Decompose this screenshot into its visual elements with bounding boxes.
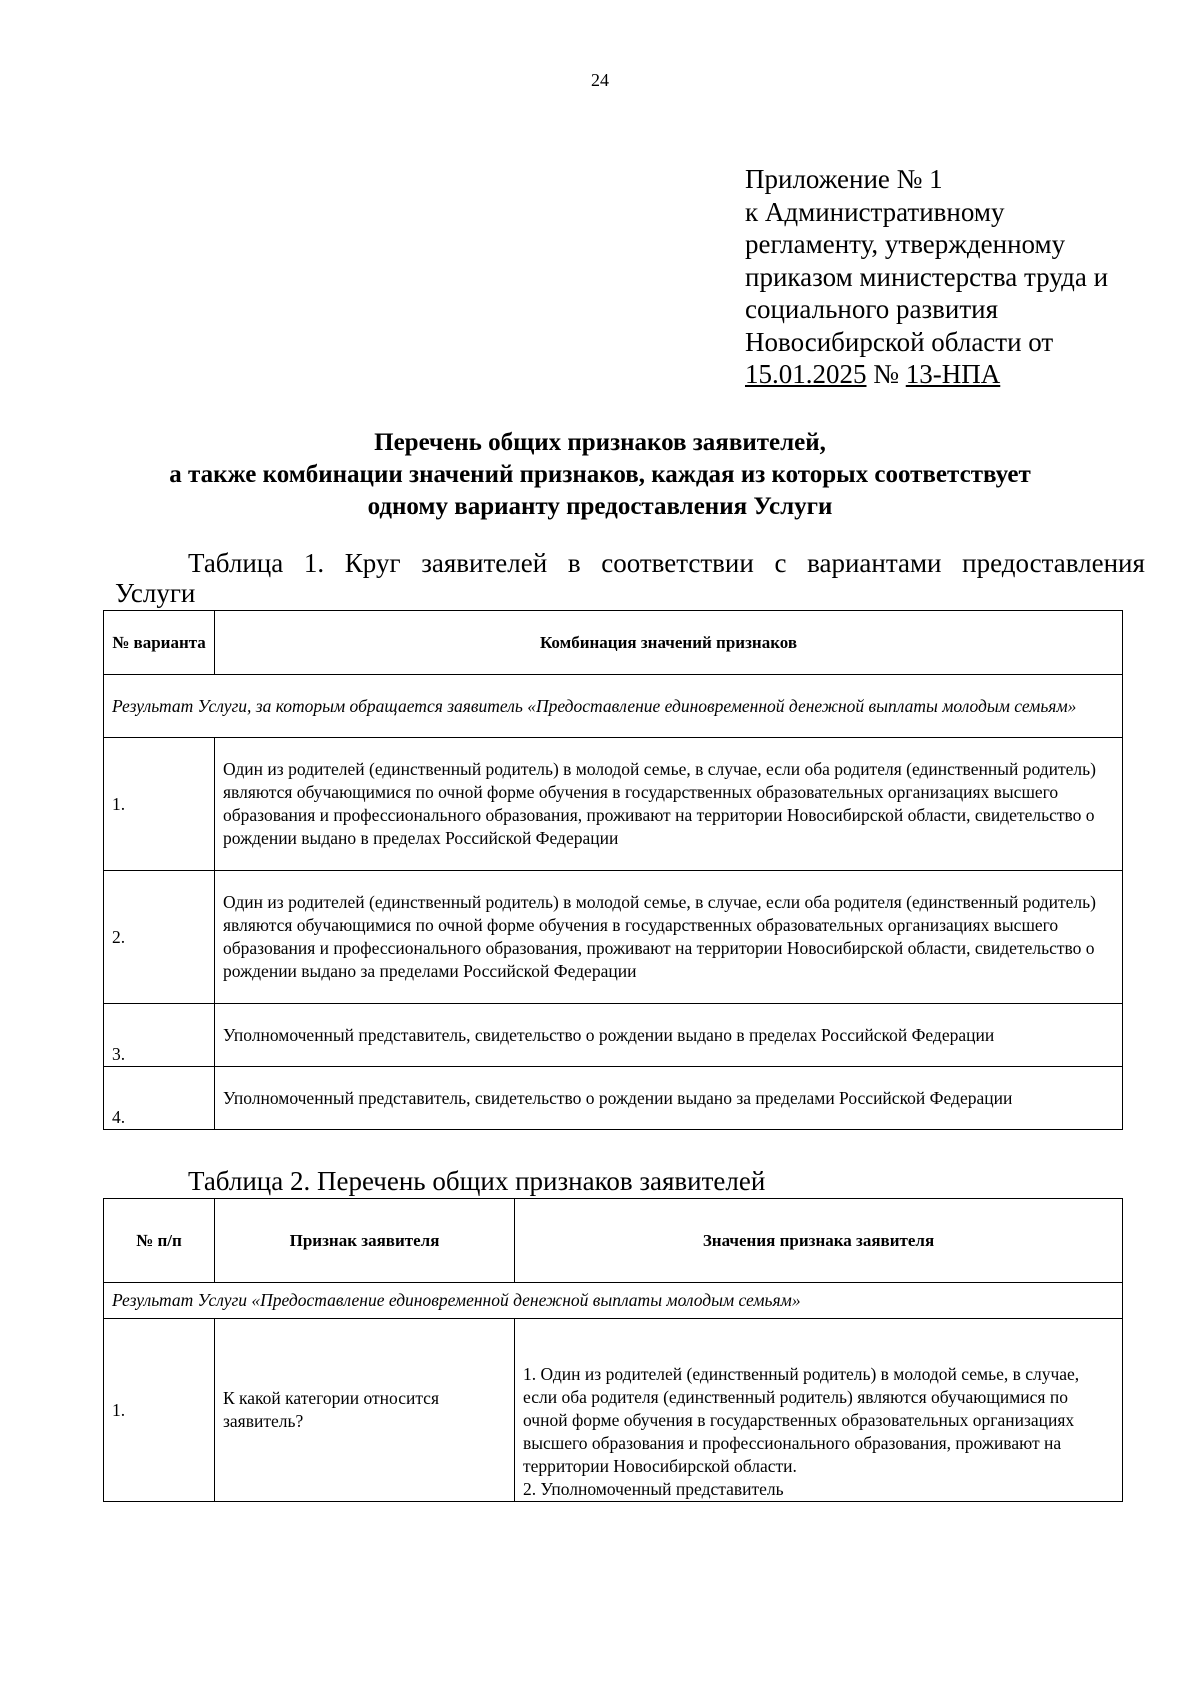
- variant-number: 4.: [104, 1067, 215, 1130]
- document-title: [100, 427, 1100, 523]
- variant-text: Уполномоченный представитель, свидетельство о рождении выдано за пределами Российской Федерации: [215, 1067, 1123, 1130]
- variant-number: 3.: [104, 1004, 215, 1067]
- table-row: [104, 1319, 1123, 1502]
- caption-word: соответствии: [601, 548, 754, 578]
- title-line-1: Перечень общих признаков заявителей,: [374, 429, 826, 456]
- header-combination: Комбинация значений признаков: [215, 611, 1123, 675]
- caption-word: Таблица: [188, 548, 284, 578]
- appendix-line: Новосибирской области от: [745, 326, 1054, 357]
- appendix-date: 15.01.2025: [745, 359, 867, 389]
- table-row: [104, 1004, 1123, 1067]
- table-row: [104, 738, 1123, 871]
- result-row: [104, 675, 1123, 738]
- result-text: Результат Услуги «Предоставление единовременной денежной выплаты молодым семьям»: [104, 1283, 1123, 1319]
- variant-text: Один из родителей (единственный родитель) в молодой семье, в случае, если оба родителя (единственный родитель) являются обучающимися по очной форме обучения в государственных образовательных организациях высшего образования и профессионального образования, проживают на территории Новосибирской области, свидетельство о рождении выдано за пределами Российской Федерации: [215, 871, 1123, 1004]
- page-number: 24: [591, 70, 609, 90]
- title-line-2: а также комбинации значений признаков, каждая из которых соответствует: [169, 461, 1031, 488]
- caption-word: Круг: [344, 548, 401, 578]
- variant-number: 1.: [104, 738, 215, 871]
- value-item: 1. Один из родителей (единственный родитель) в молодой семье, в случае, если оба родителя (единственный родитель) являются обучающимися по очной форме обучения в государственных образовательных организациях высшего образования и профессионального образования, проживают на территории Новосибирской области.: [523, 1364, 1080, 1476]
- attributes-table: [103, 1198, 1123, 1502]
- value-item: 2. Уполномоченный представитель: [523, 1479, 784, 1499]
- appendix-number-prefix: №: [873, 359, 900, 389]
- variants-table: [103, 610, 1123, 1130]
- variant-text: Один из родителей (единственный родитель) в молодой семье, в случае, если оба родителя (единственный родитель) являются обучающимися по очной форме обучения в государственных образовательных организациях высшего образования и профессионального образования, проживают на территории Новосибирской области, свидетельство о рождении выдано в пределах Российской Федерации: [215, 738, 1123, 871]
- values-cell: [515, 1319, 1123, 1502]
- table1-caption-line-2: Услуги: [115, 578, 196, 608]
- appendix-line: социального развития: [745, 294, 999, 324]
- caption-word: вариантами: [807, 548, 942, 578]
- header-variant: № варианта: [104, 611, 215, 675]
- table-row: [104, 871, 1123, 1004]
- table-header-row: [104, 611, 1123, 675]
- appendix-line: регламенту, утвержденному: [745, 229, 1066, 259]
- header-sign: Признак заявителя: [215, 1199, 515, 1283]
- variant-number: 2.: [104, 871, 215, 1004]
- header-num: № п/п: [104, 1199, 215, 1283]
- table1-caption-line-1: [115, 548, 1145, 578]
- appendix-note: [745, 163, 1165, 391]
- caption-word: предоставления: [962, 548, 1145, 578]
- caption-word: в: [567, 548, 581, 578]
- header-values: Значения признака заявителя: [515, 1199, 1123, 1283]
- result-text: Результат Услуги, за которым обращается заявитель «Предоставление единовременной денежной выплаты молодым семьям»: [104, 675, 1123, 738]
- title-line-3: одному варианту предоставления Услуги: [367, 493, 833, 520]
- table2-caption: Таблица 2. Перечень общих признаков заявителей: [188, 1166, 766, 1196]
- appendix-number: 13-НПА: [905, 359, 1001, 389]
- appendix-line: к Административному: [745, 196, 1005, 227]
- appendix-line: приказом министерства труда и: [745, 261, 1109, 292]
- appendix-date-line: [745, 358, 1165, 391]
- row-number: 1.: [104, 1319, 215, 1502]
- sign-text: К какой категории относится заявитель?: [215, 1319, 515, 1502]
- caption-word: 1.: [303, 548, 325, 578]
- appendix-line: Приложение № 1: [745, 164, 943, 194]
- table-row: [104, 1067, 1123, 1130]
- caption-word: с: [774, 548, 787, 578]
- result-row: [104, 1283, 1123, 1319]
- caption-word: заявителей: [421, 548, 548, 578]
- table1-caption: [115, 548, 1145, 608]
- variant-text: Уполномоченный представитель, свидетельство о рождении выдано в пределах Российской Федерации: [215, 1004, 1123, 1067]
- table-header-row: [104, 1199, 1123, 1283]
